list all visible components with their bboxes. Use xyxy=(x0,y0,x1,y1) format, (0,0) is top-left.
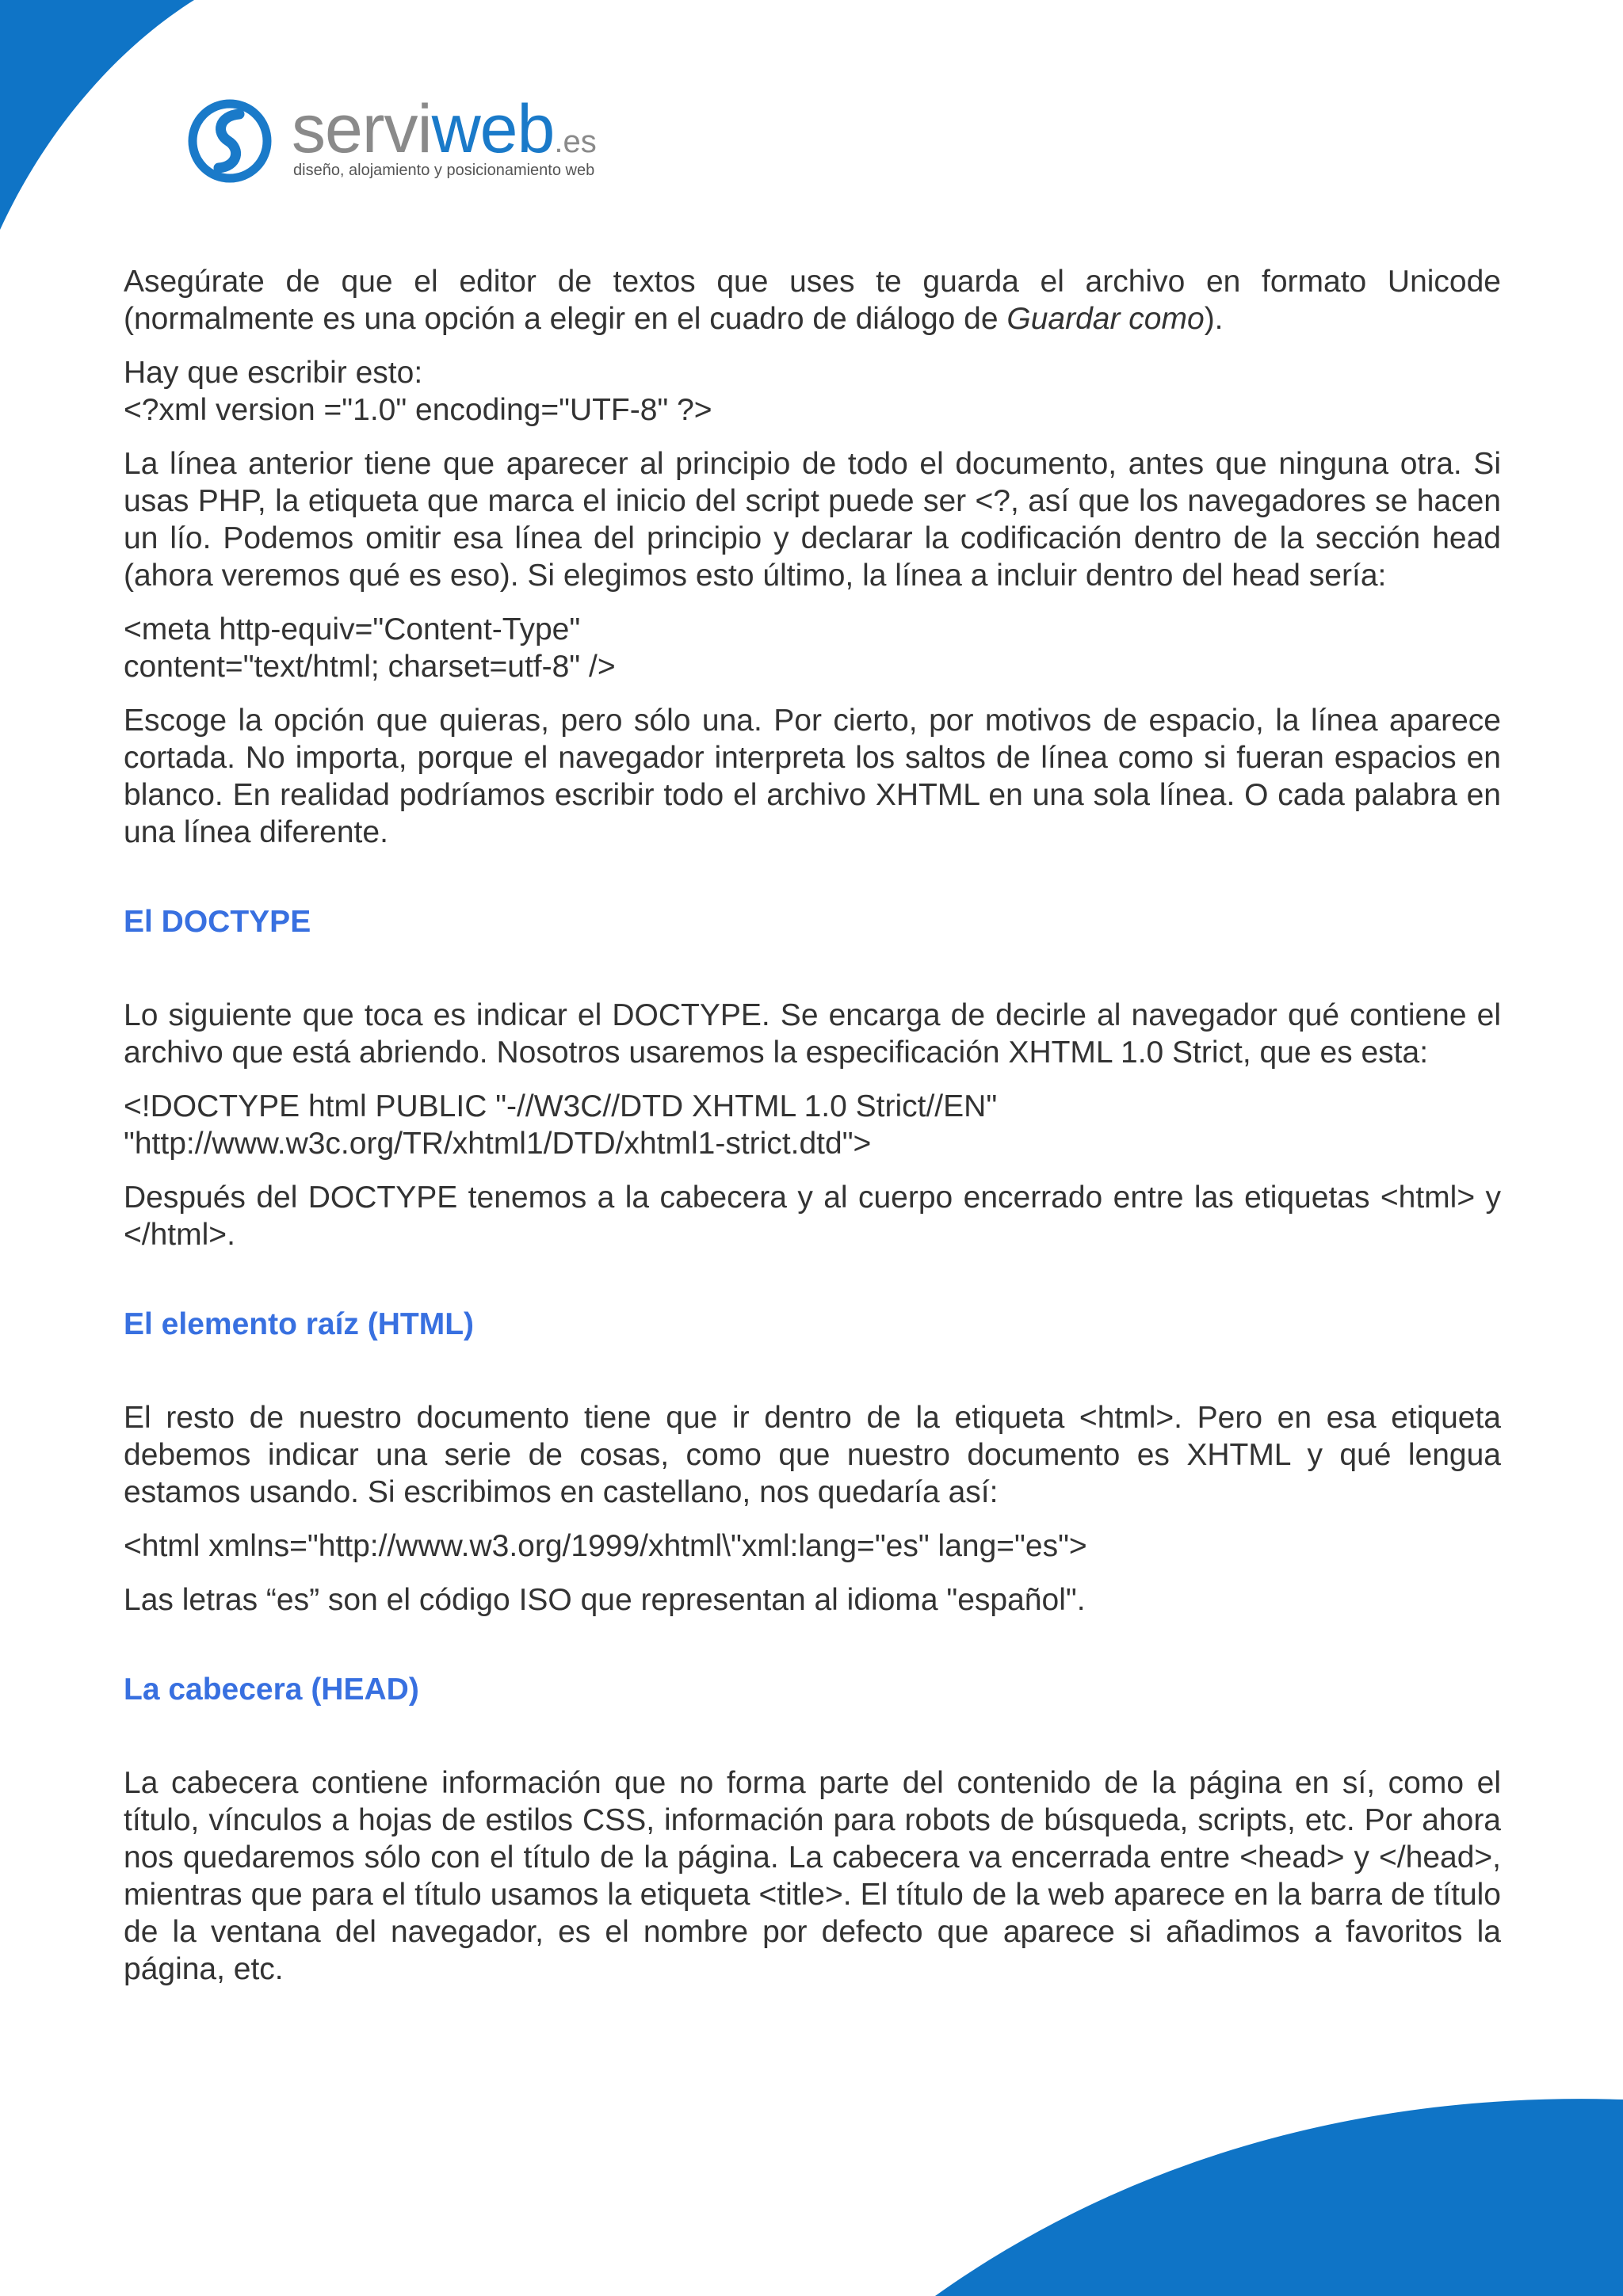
paragraph-iso-note: Las letras “es” son el código ISO que representan al idioma "español". xyxy=(124,1583,1086,1617)
logo-word-web: web xyxy=(431,91,555,167)
paragraph-unicode-end: ). xyxy=(1204,302,1224,336)
paragraph-line-explanation: La línea anterior tiene que aparecer al principio de todo el documento, antes que ninguna otra. Si usas PHP, la etiqueta que marca el inicio del script puede ser <?, así que los navegadores se hacen un lío. Podemos omitir esa línea del principio y declarar la codificación dentro de la sección head (ahora veremos qué es eso). Si elegimos esto último, la línea a incluir dentro del head sería: xyxy=(124,447,1501,593)
document-body xyxy=(124,263,1501,1988)
meta-tag-line-1: <meta http-equiv="Content-Type" xyxy=(124,612,581,646)
top-left-corner-decoration xyxy=(0,0,206,238)
logo-tagline: diseño, alojamiento y posicionamiento web xyxy=(293,162,595,179)
guardar-como-emphasis: Guardar como xyxy=(1006,302,1205,336)
paragraph-root-element: El resto de nuestro documento tiene que ir dentro de la etiqueta <html>. Pero en esa etiqueta debemos indicar una serie de cosas, como que nuestro documento es XHTML y qué lengua estamos usando. Si escribimos en castellano, nos quedaría así: xyxy=(124,1401,1501,1509)
bottom-right-wave-decoration xyxy=(935,2092,1623,2296)
xml-intro-line: Hay que escribir esto: xyxy=(124,356,423,390)
serviweb-logo-icon xyxy=(187,98,273,184)
paragraph-meta-tag xyxy=(124,611,1501,685)
heading-root-element: El elemento raíz (HTML) xyxy=(124,1307,475,1341)
heading-head-section: La cabecera (HEAD) xyxy=(124,1672,419,1707)
logo-word-servi: servi xyxy=(292,91,432,167)
paragraph-unicode-text: Asegúrate de que el editor de textos que uses te guarda el archivo en formato Unicode (normalmente es una opción a elegir en el cuadro de diálogo de xyxy=(124,265,1501,336)
meta-tag-line-2: content="text/html; charset=utf-8" /> xyxy=(124,650,616,684)
paragraph-unicode xyxy=(124,263,1501,338)
paragraph-xml-declaration xyxy=(124,354,1501,429)
heading-doctype: El DOCTYPE xyxy=(124,905,311,939)
paragraph-doctype-intro: Lo siguiente que toca es indicar el DOCTYPE. Se encarga de decirle al navegador qué contiene el archivo que está abriendo. Nosotros usaremos la especificación XHTML 1.0 Strict, que es esta: xyxy=(124,998,1501,1070)
doctype-code-line-2: "http://www.w3c.org/TR/xhtml1/DTD/xhtml1-strict.dtd"> xyxy=(124,1127,872,1161)
xml-declaration-code: <?xml version ="1.0" encoding="UTF-8" ?> xyxy=(124,393,712,427)
paragraph-after-doctype: Después del DOCTYPE tenemos a la cabecera y al cuerpo encerrado entre las etiquetas <html> y </html>. xyxy=(124,1180,1501,1252)
paragraph-head-section: La cabecera contiene información que no forma parte del contenido de la página en sí, como el título, vínculos a hojas de estilos CSS, información para robots de búsqueda, scripts, etc. Por ahora nos quedaremos sólo con el título de la página. La cabecera va encerrada entre <head> y </head>, mientras que para el título usamos la etiqueta <title>. El título de la web aparece en la barra de título de la ventana del navegador, es el nombre por defecto que aparece si añadimos a favoritos la página, etc. xyxy=(124,1766,1501,1986)
logo-word-tld: .es xyxy=(554,124,597,159)
paragraph-doctype-code xyxy=(124,1088,1501,1162)
paragraph-option-choice: Escoge la opción que quieras, pero sólo una. Por cierto, por motivos de espacio, la línea aparece cortada. No importa, porque el navegador interpreta los saltos de línea como si fueran espacios en blanco. En realidad podríamos escribir todo el archivo XHTML en una sola línea. O cada palabra en una línea diferente. xyxy=(124,704,1501,849)
serviweb-logo xyxy=(187,91,631,190)
doctype-code-line-1: <!DOCTYPE html PUBLIC "-//W3C//DTD XHTML 1.0 Strict//EN" xyxy=(124,1089,998,1123)
paragraph-html-tag-code: <html xmlns="http://www.w3.org/1999/xhtml\"xml:lang="es" lang="es"> xyxy=(124,1529,1087,1563)
